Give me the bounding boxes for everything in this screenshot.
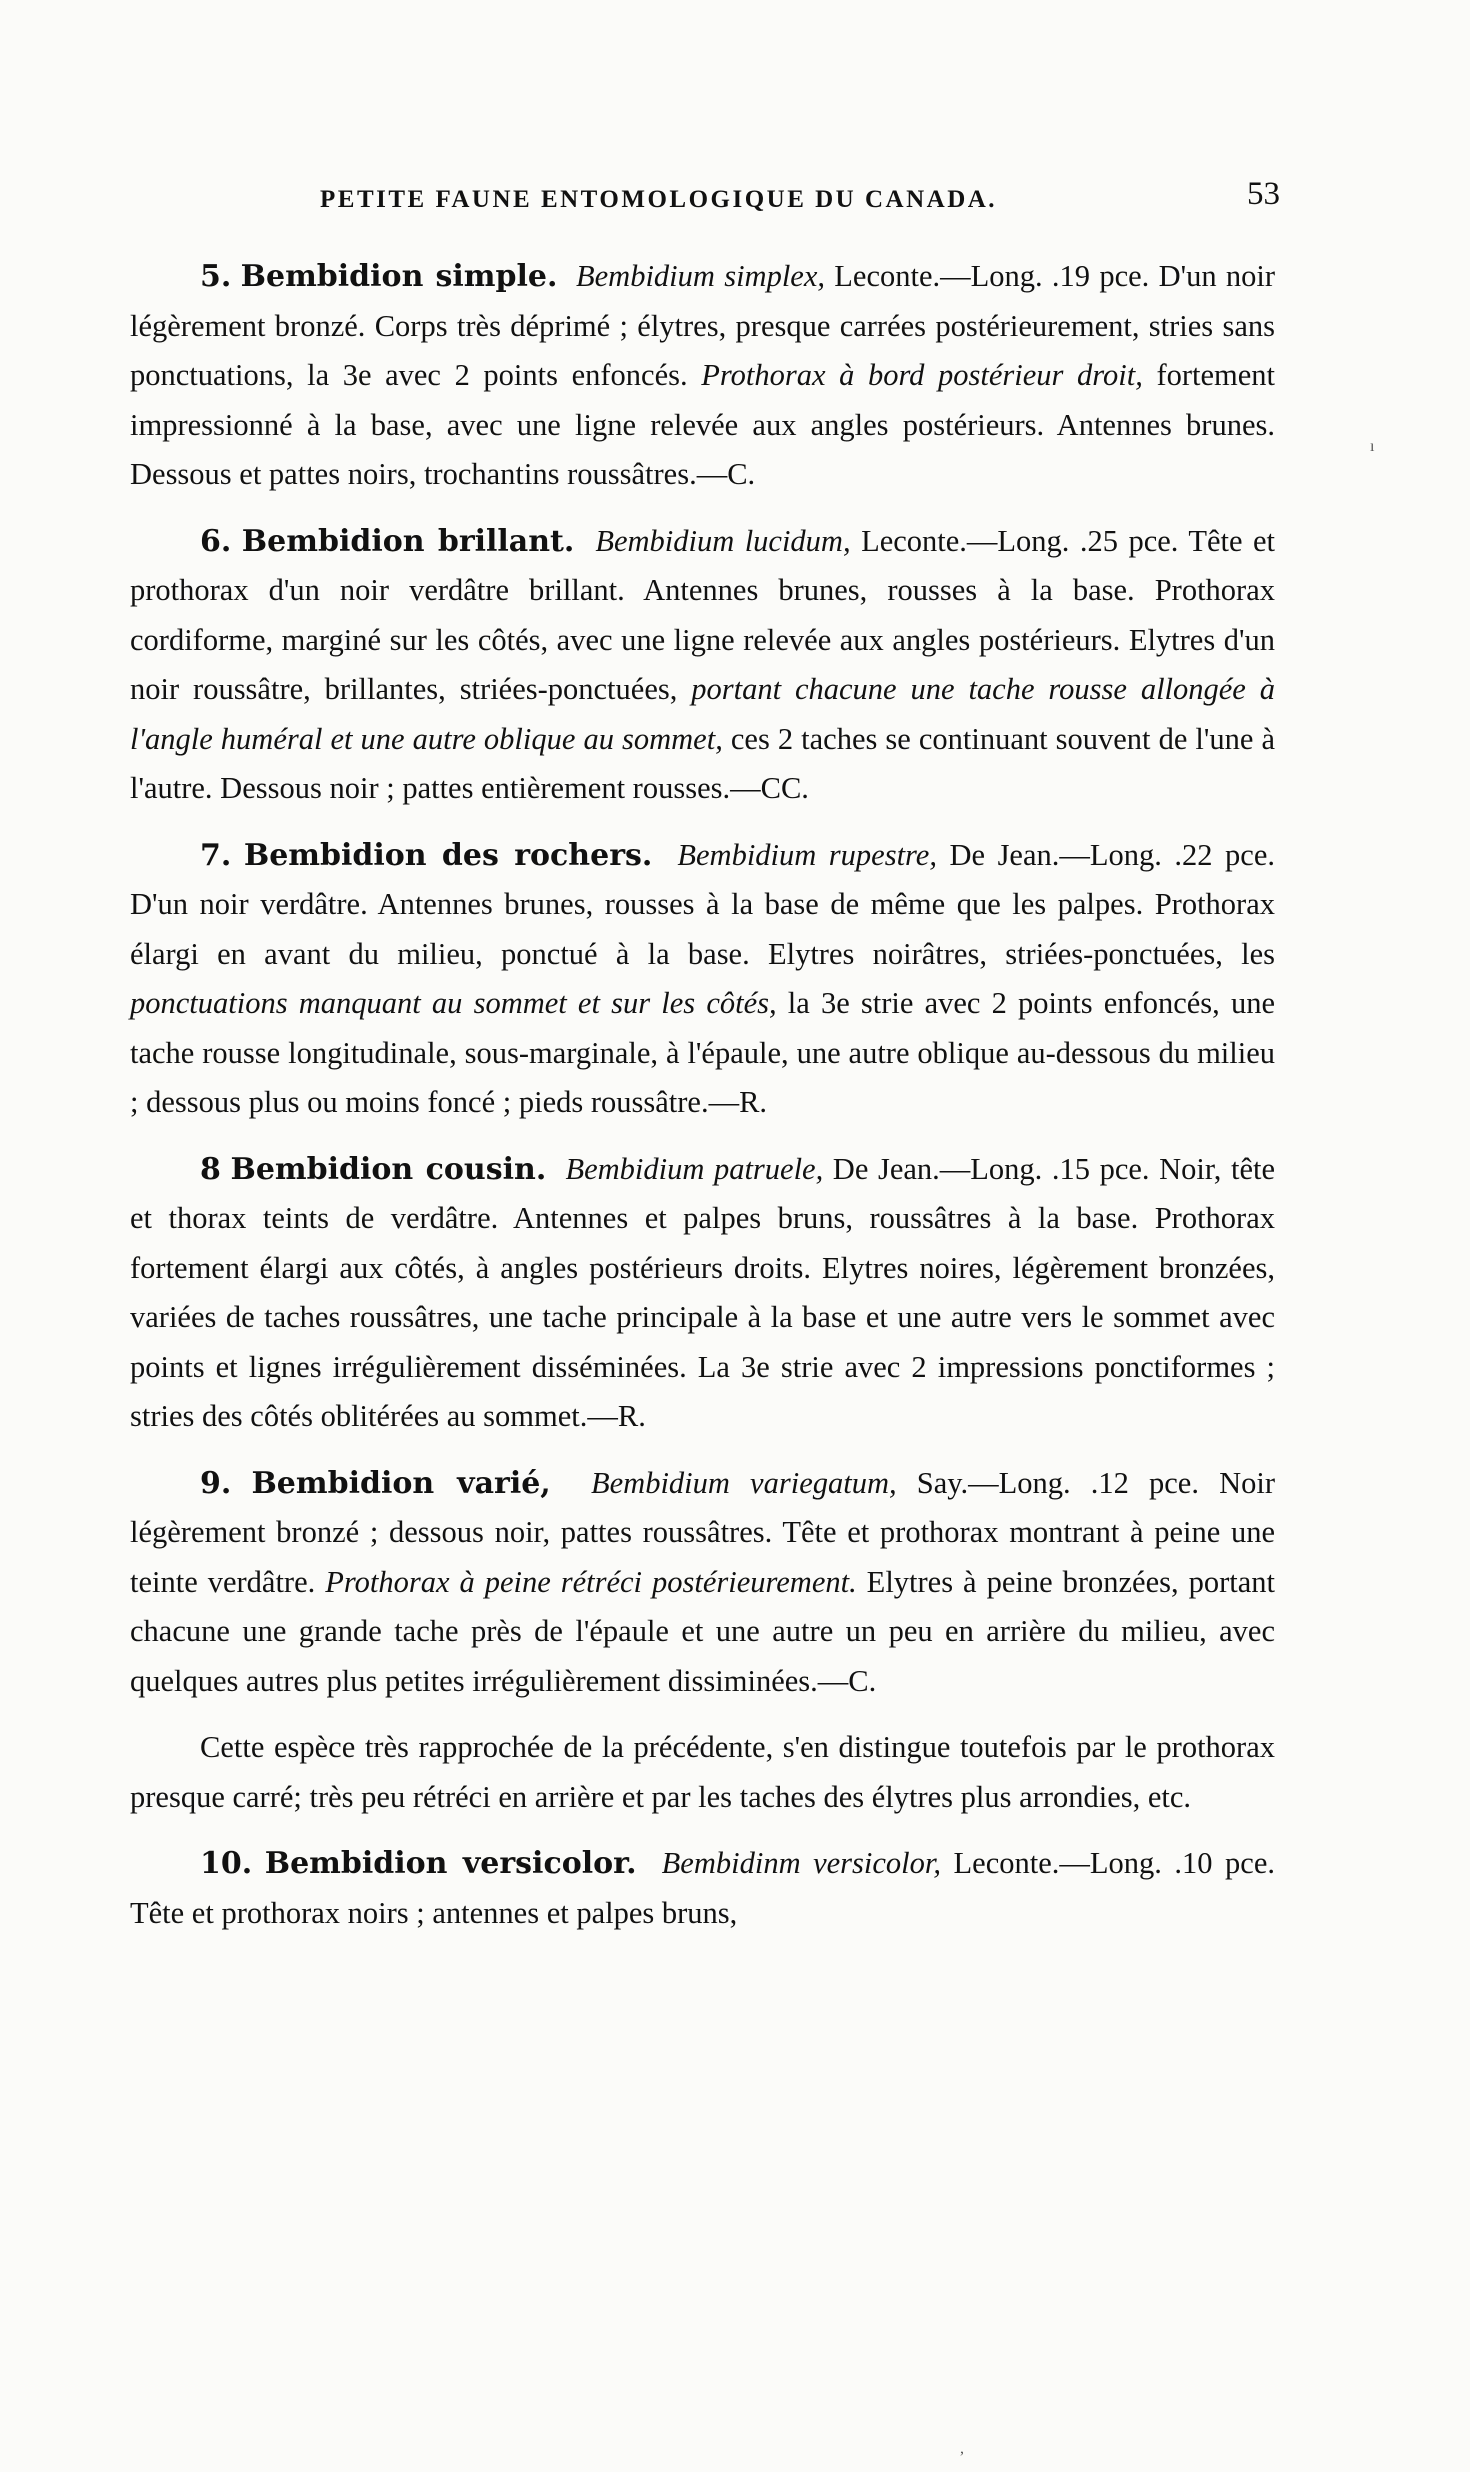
running-title: PETITE FAUNE ENTOMOLOGIQUE DU CANADA.: [320, 186, 998, 213]
entry-number: 9.: [200, 1465, 232, 1501]
page-body: [130, 252, 1275, 1955]
entry-text: Leconte.—Long. .19 pce. D'un noir légèrement bronzé. Corps très déprimé ; élytres, presque carrées postérieurement, stries sans ponctuations, la 3e avec 2 points enfoncés.: [130, 259, 1276, 392]
page-header: [130, 176, 1280, 226]
species-entry-6: [130, 517, 1275, 814]
scientific-name: Bembidium patruele,: [565, 1151, 824, 1186]
scientific-name: Bembidinm versicolor,: [661, 1846, 942, 1880]
entry-text: fortement impressionné à la base, avec une ligne relevée aux angles postérieurs. Antennes brunes. Dessous et pattes noirs, trochantins roussâtres.—C.: [130, 358, 1276, 491]
species-entry-9: [130, 1459, 1275, 1707]
entry-italic-text: Prothorax à peine rétréci postérieurement.: [325, 1564, 857, 1599]
entry-text: De Jean.—Long. .22 pce. D'un noir verdâtre. Antennes brunes, rousses à la base de même que les palpes. Prothorax élargi en avant du milieu, ponctué à la base. Elytres noirâtres, striées-ponctuées, les: [130, 837, 1275, 971]
entry-text: la 3e strie avec 2 points enfoncés, une tache rousse longitudinale, sous-marginale, à l'épaule, une autre oblique au-dessous du milieu ; dessous plus ou moins foncé ; pieds roussâtre.—R.: [130, 986, 1275, 1119]
species-entry-7: [130, 831, 1275, 1128]
scientific-name: Bembidium rupestre,: [677, 837, 937, 872]
entry-text: Leconte.—Long. .10 pce. Tête et prothorax noirs ; antennes et palpes bruns,: [130, 1846, 1276, 1930]
common-name: Bembidion cousin.: [230, 1151, 547, 1187]
entry-number: 8: [200, 1151, 221, 1187]
entry-number: 5.: [200, 259, 232, 294]
common-name: Bembidion varié,: [251, 1465, 551, 1501]
page-number: 53: [1247, 176, 1280, 212]
species-entry-5: [130, 252, 1275, 500]
note-paragraph: Cette espèce très rapprochée de la précédente, s'en distingue toutefois par le prothorax presque carré; très peu rétréci en arrière et par les taches des élytres plus arrondies, etc.: [130, 1730, 1275, 1814]
entry-text: Elytres à peine bronzées, portant chacune une grande tache près de l'épaule et une autre un peu en arrière du milieu, avec quelques autres plus petites irrégulièrement dissiminées.—C.: [130, 1564, 1275, 1698]
entry-italic-text: Prothorax à bord postérieur droit,: [701, 358, 1143, 392]
species-entry-8: [130, 1145, 1275, 1442]
common-name: Bembidion versicolor.: [264, 1846, 637, 1881]
scientific-name: Bembidium lucidum,: [595, 523, 851, 558]
entry-text: Say.—Long. .12 pce. Noir légèrement bronzé ; dessous noir, pattes roussâtres. Tête et prothorax montrant à peine une teinte verdâtre.: [130, 1465, 1275, 1599]
entry-text: Leconte.—Long. .25 pce. Tête et prothorax d'un noir verdâtre brillant. Antennes brunes, rousses à la base. Prothorax cordiforme, marginé sur les côtés, avec une ligne relevée aux angles postérieurs. Elytres d'un noir roussâtre, brillantes, striées-ponctuées,: [130, 523, 1275, 706]
scientific-name: Bembidium variegatum,: [591, 1465, 897, 1500]
entry-italic-text: portant chacune une tache rousse allongée à l'angle huméral et une autre oblique au sommet,: [130, 672, 1275, 756]
scientific-name: Bembidium simplex,: [576, 259, 825, 293]
entry-text: De Jean.—Long. .15 pce. Noir, tête et thorax teints de verdâtre. Antennes et palpes bruns, roussâtres à la base. Prothorax fortement élargi aux côtés, à angles postérieurs droits. Elytres noires, légèrement bronzées, variées de taches roussâtres, une tache principale à la base et une autre vers le sommet avec points et lignes irrégulièrement disséminées. La 3e strie avec 2 impressions ponctiformes ; stries des côtés oblitérées au sommet.—R.: [130, 1151, 1276, 1433]
scan-speck-mark: ,: [960, 2440, 964, 2457]
entry-italic-text: ponctuations manquant au sommet et sur les côtés,: [130, 986, 777, 1020]
scan-speck-mark: ı: [1370, 438, 1375, 455]
common-name: Bembidion simple.: [240, 259, 558, 294]
entry-text: ces 2 taches se continuant souvent de l'une à l'autre. Dessous noir ; pattes entièrement rousses.—CC.: [130, 721, 1275, 805]
species-entry-10: [130, 1839, 1275, 1938]
common-name: Bembidion brillant.: [241, 523, 575, 559]
entry-number: 10.: [200, 1846, 253, 1881]
entry-number: 7.: [200, 837, 232, 873]
entry-number: 6.: [200, 523, 232, 559]
common-name: Bembidion des rochers.: [243, 837, 653, 873]
